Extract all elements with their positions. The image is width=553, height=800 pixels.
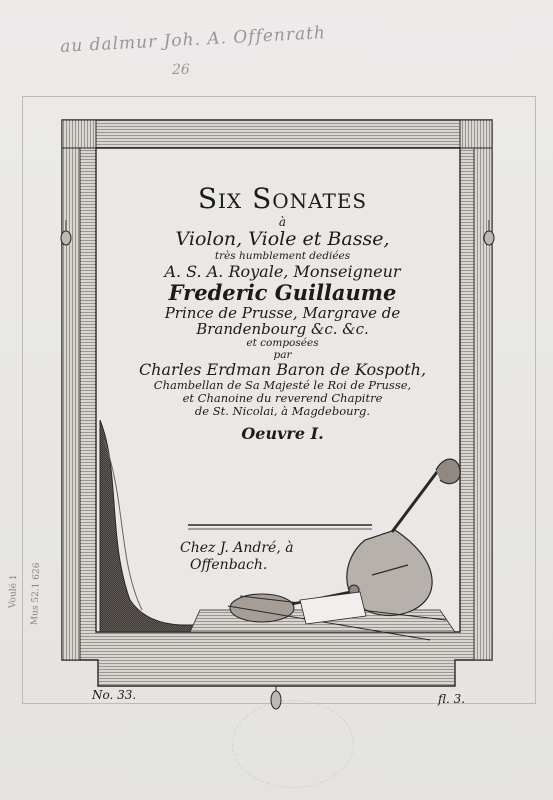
composer-name: Charles Erdman Baron de Kospoth, — [138, 360, 427, 379]
manuscript-number: 26 — [172, 62, 190, 78]
royal-line: A. S. A. Royale, Monseigneur — [164, 262, 401, 281]
prince-line-1: Prince de Prusse, Margrave de — [164, 304, 401, 322]
shelfmark-line-1: Voulé — [8, 582, 19, 609]
title-block — [110, 170, 455, 443]
shelfmark-line-4: 626 — [31, 562, 43, 580]
dedication-line: très humblement dediées — [214, 250, 351, 262]
instruments-line: Violon, Viole et Basse, — [175, 228, 390, 250]
plate-number: No. 33. — [92, 688, 137, 702]
price: fl. 3. — [438, 692, 466, 706]
library-stamp — [232, 700, 354, 788]
composer-title-2: et Chanoine du reverend Chapitre — [182, 391, 383, 405]
title-a: à — [278, 215, 287, 229]
library-shelfmark — [8, 574, 19, 608]
composed-line: et composées — [246, 337, 319, 349]
dedicatee-name: Frederic Guillaume — [168, 280, 397, 305]
shelfmark-line-3: Mus 52.1 — [30, 582, 42, 626]
composer-title-3: de St. Nicolai, à Magdebourg. — [194, 404, 371, 418]
composer-title-1: Chambellan de Sa Majesté le Roi de Prusse, — [153, 378, 412, 392]
opus-number: Oeuvre I. — [241, 424, 324, 443]
publisher-block — [180, 540, 380, 574]
shelfmark-line-2: 1 — [8, 574, 20, 581]
prince-line-2: Brandenbourg &c. &c. — [196, 320, 369, 338]
main-title: Six Sonates — [197, 182, 368, 215]
par-line: par — [273, 349, 292, 361]
publisher-line-1: Chez J. André, à — [180, 540, 294, 556]
manuscript-note: au dalmur Joh. A. Offenrath — [59, 23, 327, 57]
publisher-line-2: Offenbach. — [190, 557, 268, 573]
